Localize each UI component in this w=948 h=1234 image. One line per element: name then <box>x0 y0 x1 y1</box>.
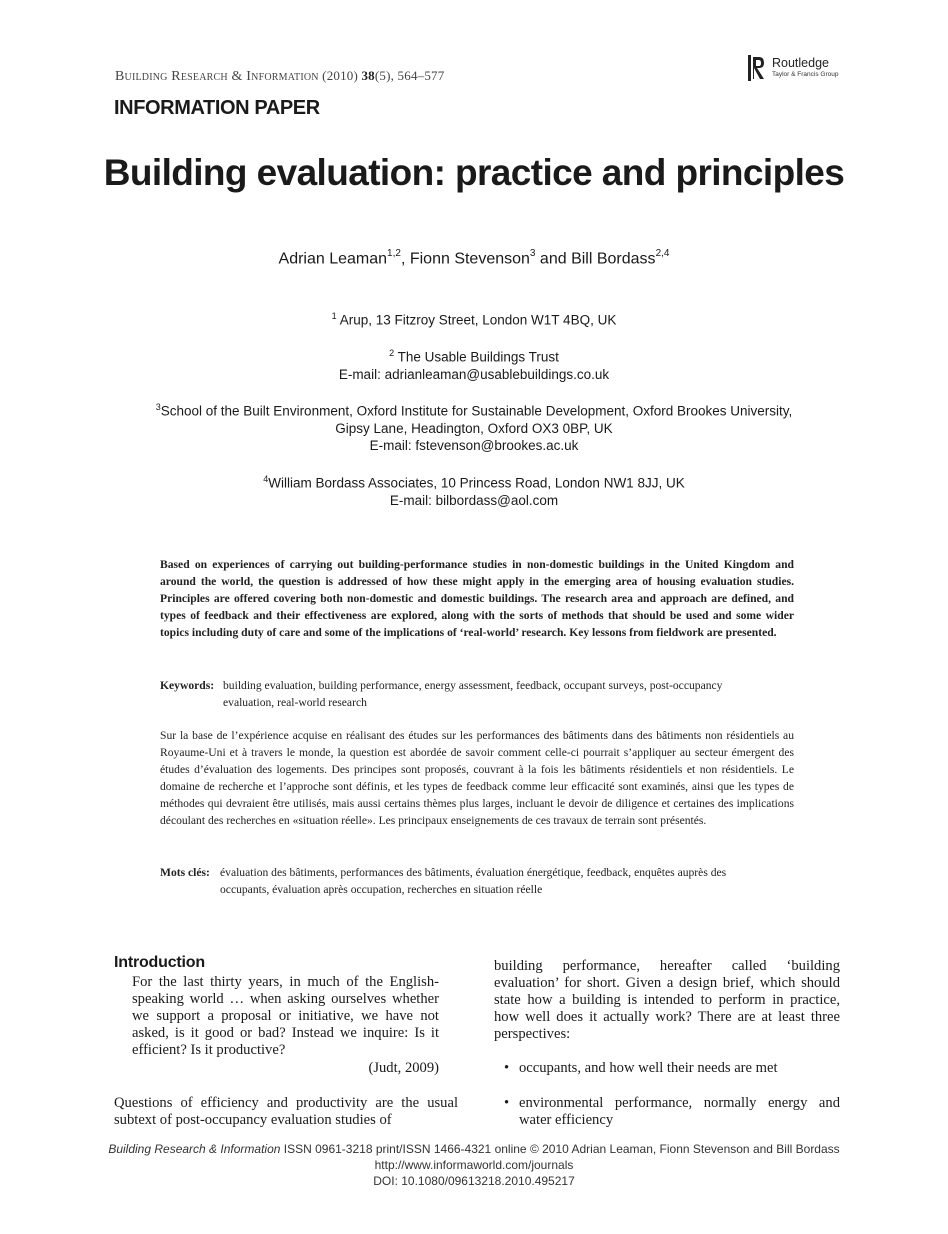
running-head <box>115 68 444 85</box>
affiliation-sup: 1 <box>331 311 337 321</box>
journal-issue-pages: (5), 564–577 <box>374 68 445 83</box>
affiliation-line: Arup, 13 Fitzroy Street, London W1T 4BQ, UK <box>339 312 617 328</box>
author-name: Fionn Stevenson <box>409 250 530 268</box>
keywords-french <box>160 864 794 898</box>
journal-name: Building Research & Information <box>115 69 319 84</box>
affiliation-line: Gipsy Lane, Headington, Oxford OX3 0BP, UK <box>335 420 613 436</box>
publisher-subtitle: Taylor & Francis Group <box>772 71 839 78</box>
author-affiliation-sup: 1,2 <box>387 248 401 259</box>
journal-year: (2010) <box>322 68 359 83</box>
affiliation-line: School of the Built Environment, Oxford Institute for Sustainable Development, Oxford Brookes University, <box>160 403 793 419</box>
keywords-french-line: occupants, évaluation après occupation, recherches en situation réelle <box>220 883 543 896</box>
page-footer <box>0 1141 948 1189</box>
footer-journal: Building Research & Information <box>108 1142 281 1156</box>
bullet-text: occupants, and how well their needs are met <box>519 1060 778 1076</box>
section-label: INFORMATION PAPER <box>114 97 320 119</box>
body-paragraph: Questions of efficiency and productivity are the usual subtext of post-occupancy evaluation studies of <box>114 1095 458 1128</box>
body-paragraph: building performance, hereafter called ‘building evaluation’ for short. Given a design brief, which should state how a building is intended to perform in practice, how well does it actually work? There are at least three perspectives: <box>494 958 840 1042</box>
routledge-r-icon <box>748 55 766 81</box>
abstract: Based on experiences of carrying out building-performance studies in non-domestic buildings in the United Kingdom and around the world, the question is addressed of how these might apply in the emerging area of housing evaluation studies. Principles are offered covering both non-domestic and domestic buildings. The research area and approach are defined, and types of feedback and their effectiveness are explored, along with the sorts of methods that should be used and some wider topics including duty of care and some of the implications of ‘real-world’ research. Key lessons from fieldwork are presented. <box>160 558 794 640</box>
keywords-line: building evaluation, building performance, energy assessment, feedback, occupant surveys, post-occupancy <box>223 679 723 692</box>
affiliation-email: E-mail: adrianleaman@usablebuildings.co.uk <box>338 366 610 382</box>
keywords <box>160 677 794 711</box>
author-name: Adrian Leaman <box>278 250 388 268</box>
footer-url[interactable]: http://www.informaworld.com/journals <box>374 1158 574 1172</box>
author-separator: , <box>400 250 410 268</box>
affiliation-line: William Bordass Associates, 10 Princess Road, London NW1 8JJ, UK <box>268 475 685 491</box>
bullet-icon: • <box>504 1060 510 1076</box>
bullet-text: environmental performance, normally energy and water efficiency <box>519 1095 840 1128</box>
publisher-logo <box>748 55 848 83</box>
affiliation-email: E-mail: fstevenson@brookes.ac.uk <box>369 437 579 453</box>
footer-issn: ISSN 0961-3218 print/ISSN 1466-4321 online <box>283 1142 527 1156</box>
keywords-label: Keywords: <box>160 679 215 692</box>
keywords-line: evaluation, real-world research <box>223 696 367 709</box>
affiliation-4 <box>0 471 948 509</box>
affiliation-1 <box>0 308 948 329</box>
epigraph-citation: (Judt, 2009) <box>368 1060 439 1076</box>
affiliation-sup: 2 <box>389 348 395 358</box>
paper-title: Building evaluation: practice and principles <box>103 152 845 193</box>
author-affiliation-sup: 3 <box>529 248 536 259</box>
author-affiliation-sup: 2,4 <box>655 248 670 259</box>
author-list <box>0 249 948 268</box>
epigraph-quote: For the last thirty years, in much of the English-speaking world … when asking ourselves whether we support a proposal or initiative, we have not asked, is it good or bad? Instead we inquire: Is it efficient? Is it productive? <box>132 974 439 1058</box>
publisher-name: Routledge <box>772 56 829 70</box>
keywords-french-line: évaluation des bâtiments, performances des bâtiments, évaluation énergétique, feedback, enquêtes auprès des <box>220 866 727 879</box>
affiliation-2 <box>0 345 948 383</box>
affiliation-email: E-mail: bilbordass@aol.com <box>389 492 559 508</box>
affiliation-line: The Usable Buildings Trust <box>397 349 559 365</box>
footer-copyright: © 2010 Adrian Leaman, Fionn Stevenson and Bill Bordass <box>529 1142 840 1156</box>
abstract-french: Sur la base de l’expérience acquise en réalisant des études sur les performances des bâtiments dans des bâtiments non résidentiels au Royaume-Uni et à travers le monde, la question est abordée de savoir comment celle-ci pourrait s’appliquer au secteur émergent des études d’évaluation des logements. Des principes sont proposés, couvrant à la fois les bâtiments résidentiels et non résidentiels. Le domaine de recherche et l’approche sont définis, et les types de feedback comme leur efficacité sont examinés, ainsi que les types de méthodes qui devraient être utilisés, mais aussi certains thèmes plus larges, incluant le devoir de diligence et certaines des implications découlant des recherches en «situation réelle». Les principaux enseignements de ces travaux de terrain sont présentés. <box>160 729 794 828</box>
journal-volume: 38 <box>361 68 375 83</box>
affiliation-3 <box>0 399 948 454</box>
affiliation-sup: 3 <box>155 402 161 412</box>
bullet-icon: • <box>504 1095 510 1111</box>
author-name: Bill Bordass <box>571 250 656 268</box>
keywords-french-label: Mots clés: <box>160 866 210 879</box>
affiliation-sup: 4 <box>263 474 269 484</box>
section-heading: Introduction <box>114 954 205 971</box>
footer-doi: DOI: 10.1080/09613218.2010.495217 <box>373 1174 575 1188</box>
author-separator: and <box>535 250 572 268</box>
